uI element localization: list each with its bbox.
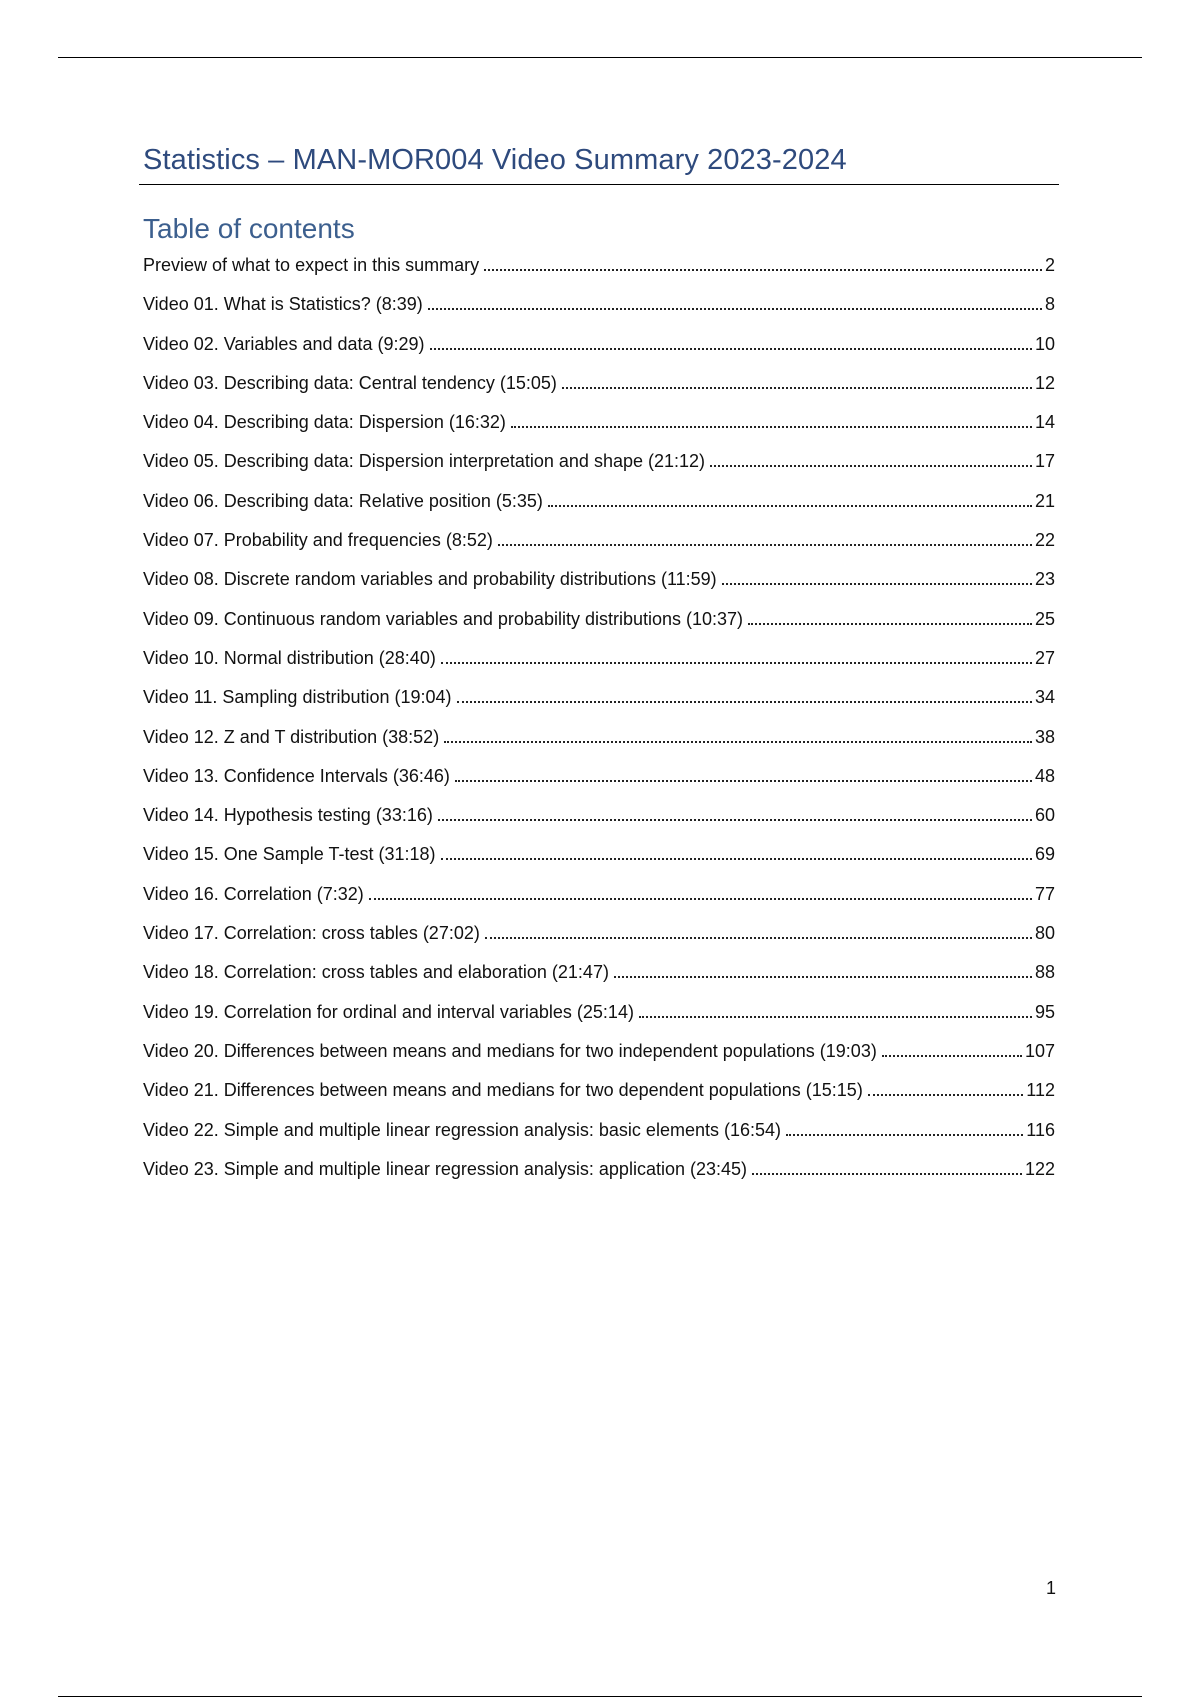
document-title: Statistics – MAN-MOR004 Video Summary 2023-2024: [143, 144, 847, 176]
toc-dot-leader: [614, 976, 1032, 978]
toc-entry-title: Video 08. Discrete random variables and probability distributions (11:59): [143, 569, 717, 590]
toc-entry-page: 116: [1026, 1119, 1055, 1140]
toc-entry-video-06[interactable]: [143, 487, 1055, 526]
toc-entry-title: Video 03. Describing data: Central tendency (15:05): [143, 372, 557, 393]
page-top-rule: [58, 57, 1142, 58]
toc-entry-title: Video 15. One Sample T-test (31:18): [143, 844, 436, 865]
toc-entry-page: 22: [1034, 530, 1055, 551]
toc-dot-leader: [548, 505, 1032, 507]
toc-dot-leader: [748, 623, 1032, 625]
toc-dot-leader: [868, 1094, 1023, 1096]
toc-entry-page: 88: [1034, 962, 1055, 983]
toc-entry-title: Video 09. Continuous random variables and probability distributions (10:37): [143, 608, 744, 629]
toc-entry-video-23[interactable]: [143, 1155, 1055, 1194]
toc-entry-page: 21: [1034, 490, 1055, 511]
toc-entry-title: Video 22. Simple and multiple linear regression analysis: basic elements (16:54): [143, 1119, 782, 1140]
toc-entry-video-10[interactable]: [143, 644, 1055, 683]
toc-entry-video-19[interactable]: [143, 998, 1055, 1037]
toc-entry-title: Video 07. Probability and frequencies (8:52): [143, 530, 493, 551]
toc-entry-page: 122: [1024, 1158, 1055, 1179]
toc-dot-leader: [428, 308, 1042, 310]
toc-entry-page: 38: [1034, 726, 1055, 747]
toc-entry-video-04[interactable]: [143, 408, 1055, 447]
toc-entry-video-09[interactable]: [143, 605, 1055, 644]
toc-entry-video-03[interactable]: [143, 369, 1055, 408]
toc-entry-title: Preview of what to expect in this summary: [143, 255, 480, 275]
toc-entry-video-16[interactable]: [143, 880, 1055, 919]
toc-entry-title: Video 19. Correlation for ordinal and interval variables (25:14): [143, 1001, 634, 1022]
toc-entry-page: 14: [1034, 412, 1055, 433]
toc-entry-preview[interactable]: [143, 251, 1055, 290]
toc-dot-leader: [369, 898, 1032, 900]
toc-entry-page: 112: [1026, 1080, 1055, 1101]
toc-entry-title: Video 11. Sampling distribution (19:04): [143, 687, 452, 708]
toc-entry-video-20[interactable]: [143, 1037, 1055, 1076]
toc-entry-title: Video 02. Variables and data (9:29): [143, 333, 425, 354]
toc-entry-title: Video 18. Correlation: cross tables and elaboration (21:47): [143, 962, 609, 983]
toc-heading: Table of contents: [143, 213, 355, 244]
toc-dot-leader: [882, 1055, 1022, 1057]
toc-dot-leader: [722, 583, 1032, 585]
toc-entry-title: Video 05. Describing data: Dispersion interpretation and shape (21:12): [143, 451, 706, 472]
toc-entry-video-14[interactable]: [143, 801, 1055, 840]
toc-dot-leader: [444, 741, 1032, 743]
toc-entry-page: 8: [1044, 294, 1055, 315]
toc-entry-video-12[interactable]: [143, 723, 1055, 762]
toc-entry-page: 77: [1034, 883, 1055, 904]
toc-entry-video-18[interactable]: [143, 958, 1055, 997]
toc-entry-page: 95: [1034, 1001, 1055, 1022]
toc-dot-leader: [562, 387, 1032, 389]
toc-entry-video-13[interactable]: [143, 762, 1055, 801]
toc-entry-title: Video 06. Describing data: Relative position (5:35): [143, 490, 543, 511]
toc-entry-page: 48: [1034, 765, 1055, 786]
toc-entry-page: 60: [1034, 805, 1055, 826]
toc-dot-leader: [441, 858, 1032, 860]
toc-entry-page: 17: [1034, 451, 1055, 472]
toc-entry-title: Video 20. Differences between means and medians for two independent populations (19:03): [143, 1040, 877, 1061]
toc-entry-page: 10: [1034, 333, 1055, 354]
toc-entry-page: 25: [1034, 608, 1055, 629]
toc-dot-leader: [485, 937, 1032, 939]
toc-entry-title: Video 12. Z and T distribution (38:52): [143, 726, 440, 747]
table-of-contents: [143, 251, 1055, 1194]
toc-dot-leader: [455, 780, 1032, 782]
toc-entry-title: Video 21. Differences between means and medians for two dependent populations (15:15): [143, 1080, 863, 1101]
toc-entry-video-17[interactable]: [143, 919, 1055, 958]
toc-entry-video-02[interactable]: [143, 330, 1055, 369]
toc-entry-title: Video 17. Correlation: cross tables (27:02): [143, 923, 480, 944]
toc-entry-video-07[interactable]: [143, 526, 1055, 565]
toc-dot-leader: [752, 1173, 1022, 1175]
toc-entry-title: Video 10. Normal distribution (28:40): [143, 647, 436, 668]
toc-entry-video-15[interactable]: [143, 840, 1055, 879]
toc-entry-title: Video 04. Describing data: Dispersion (16:32): [143, 412, 506, 433]
toc-entry-page: 27: [1034, 647, 1055, 668]
toc-entry-video-08[interactable]: [143, 565, 1055, 604]
toc-dot-leader: [710, 465, 1032, 467]
toc-entry-title: Video 16. Correlation (7:32): [143, 883, 364, 904]
toc-entry-page: 34: [1034, 687, 1055, 708]
toc-dot-leader: [511, 426, 1032, 428]
toc-entry-video-22[interactable]: [143, 1116, 1055, 1155]
toc-entry-page: 107: [1024, 1040, 1055, 1061]
toc-entry-title: Video 23. Simple and multiple linear regression analysis: application (23:45): [143, 1158, 748, 1179]
toc-entry-video-01[interactable]: [143, 290, 1055, 329]
title-underline: [139, 184, 1059, 185]
toc-entry-title: Video 14. Hypothesis testing (33:16): [143, 805, 433, 826]
toc-entry-video-11[interactable]: [143, 683, 1055, 722]
toc-entry-page: 69: [1034, 844, 1055, 865]
toc-dot-leader: [498, 544, 1032, 546]
toc-dot-leader: [457, 701, 1032, 703]
toc-entry-title: Video 13. Confidence Intervals (36:46): [143, 765, 450, 786]
toc-entry-page: 2: [1044, 255, 1055, 275]
toc-dot-leader: [441, 662, 1032, 664]
toc-dot-leader: [438, 819, 1032, 821]
toc-entry-title: Video 01. What is Statistics? (8:39): [143, 294, 423, 315]
toc-entry-video-21[interactable]: [143, 1076, 1055, 1115]
toc-dot-leader: [786, 1134, 1023, 1136]
toc-entry-page: 80: [1034, 923, 1055, 944]
page-bottom-rule: [58, 1696, 1142, 1697]
toc-dot-leader: [639, 1016, 1032, 1018]
page-number: 1: [1045, 1578, 1056, 1598]
toc-entry-video-05[interactable]: [143, 447, 1055, 486]
toc-entry-page: 12: [1034, 372, 1055, 393]
toc-dot-leader: [430, 348, 1032, 350]
toc-entry-page: 23: [1034, 569, 1055, 590]
toc-dot-leader: [484, 269, 1042, 271]
